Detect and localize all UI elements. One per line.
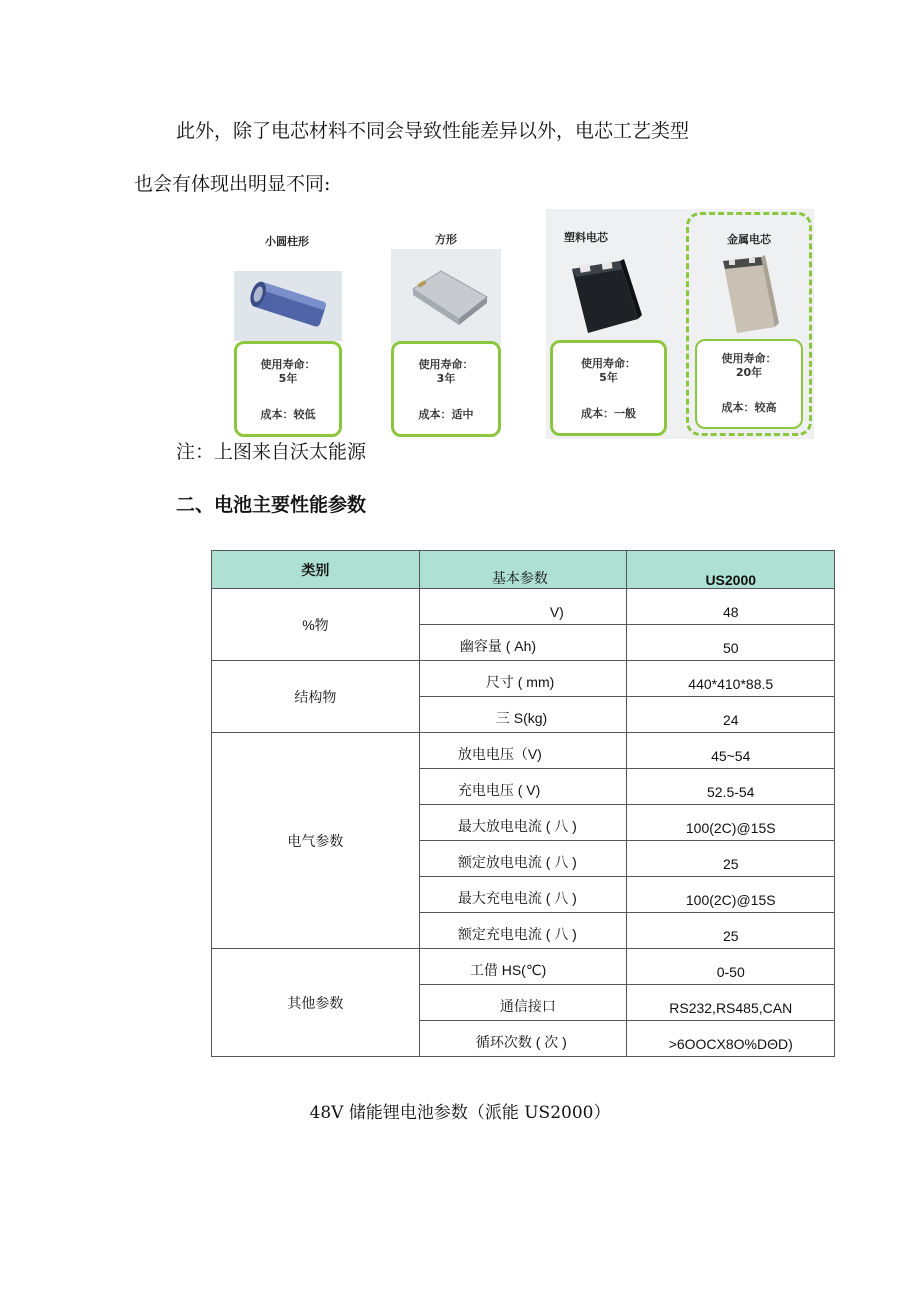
value-cell: 0-50 [627, 949, 835, 985]
cell-info-box [391, 341, 501, 437]
parameter-cell: 额定充电电流 ( 八 ) [419, 913, 627, 949]
value-cell: 25 [627, 913, 835, 949]
cell-info-box [550, 340, 667, 436]
header-model: US2000 [627, 551, 835, 589]
cell-card-title: 金属电芯 [727, 233, 771, 246]
parameter-cell: 尺寸 ( mm) [419, 661, 627, 697]
cell-card-metal [686, 212, 812, 436]
cylinder-cell-image [234, 271, 342, 341]
parameter-cell: 三 S(kg) [419, 697, 627, 733]
header-parameter: 基本参数 [419, 551, 627, 589]
life-label: 使用寿命： [581, 357, 636, 370]
figure-note: 注：上图来自沃太能源 [176, 441, 367, 463]
value-cell: RS232,RS485,CAN [627, 985, 835, 1021]
table-row [212, 733, 835, 769]
parameter-cell: 放电电压（V) [419, 733, 627, 769]
battery-parameter-table [211, 550, 835, 1057]
category-cell: %物 [212, 589, 420, 661]
value-cell: 48 [627, 589, 835, 625]
value-cell: 100(2C)@15S [627, 805, 835, 841]
value-cell: 52.5-54 [627, 769, 835, 805]
cell-card-title: 小圆柱形 [265, 235, 309, 248]
value-cell: >6OOCX8O%DΘD) [627, 1021, 835, 1057]
intro-line-1: 此外，除了电芯材料不同会导致性能差异以外，电芯工艺类型 [176, 120, 690, 142]
category-cell: 结构物 [212, 661, 420, 733]
cost-text: 成本：较高 [721, 401, 777, 414]
life-value: 5年 [278, 372, 298, 385]
value-cell: 440*410*88.5 [627, 661, 835, 697]
parameter-cell: 工借 HS(℃) [419, 949, 627, 985]
header-category: 类别 [212, 551, 420, 589]
parameter-cell: 通信接口 [419, 985, 627, 1021]
life-value: 20年 [735, 366, 763, 379]
value-cell: 24 [627, 697, 835, 733]
value-cell: 100(2C)@15S [627, 877, 835, 913]
parameter-cell: 幽容量 ( Ah) [419, 625, 627, 661]
category-cell: 其他参数 [212, 949, 420, 1057]
parameter-cell: 最大放电电流 ( 八 ) [419, 805, 627, 841]
parameter-cell: 循环次数 ( 次 ) [419, 1021, 627, 1057]
table-row [212, 589, 835, 625]
cell-card-prismatic [387, 225, 505, 440]
life-label: 使用寿命： [418, 358, 474, 371]
table-header-row [212, 551, 835, 589]
cell-info-box [695, 339, 803, 429]
cell-card-plastic [546, 209, 671, 439]
cell-info-box [234, 341, 342, 437]
life-label: 使用寿命： [721, 352, 777, 365]
cost-text: 成本：适中 [418, 408, 474, 421]
table-row [212, 661, 835, 697]
parameter-cell: V) [419, 589, 627, 625]
intro-line-2: 也会有体现出明显不同: [134, 173, 331, 195]
cell-card-title: 方形 [435, 233, 457, 246]
parameter-cell: 最大充电电流 ( 八 ) [419, 877, 627, 913]
life-label: 使用寿命： [260, 358, 316, 371]
parameter-cell: 额定放电电流 ( 八 ) [419, 841, 627, 877]
category-cell: 电气参数 [212, 733, 420, 949]
value-cell: 50 [627, 625, 835, 661]
value-cell: 25 [627, 841, 835, 877]
life-value: 5年 [599, 371, 618, 384]
plastic-cell-image [558, 253, 658, 341]
value-cell: 45~54 [627, 733, 835, 769]
cost-text: 成本：一般 [581, 407, 636, 420]
section-heading: 二、电池主要性能参数 [176, 494, 367, 516]
cell-card-title: 塑料电芯 [564, 231, 608, 244]
cell-card-cylinder [228, 225, 346, 440]
cost-text: 成本：较低 [260, 408, 316, 421]
life-value: 3年 [436, 372, 456, 385]
table-row [212, 949, 835, 985]
parameter-cell: 充电电压 ( V) [419, 769, 627, 805]
prismatic-cell-image [391, 249, 501, 345]
table-caption: 48V 储能锂电池参数（派能 US2000） [309, 1103, 611, 1123]
metal-cell-image [717, 253, 783, 337]
